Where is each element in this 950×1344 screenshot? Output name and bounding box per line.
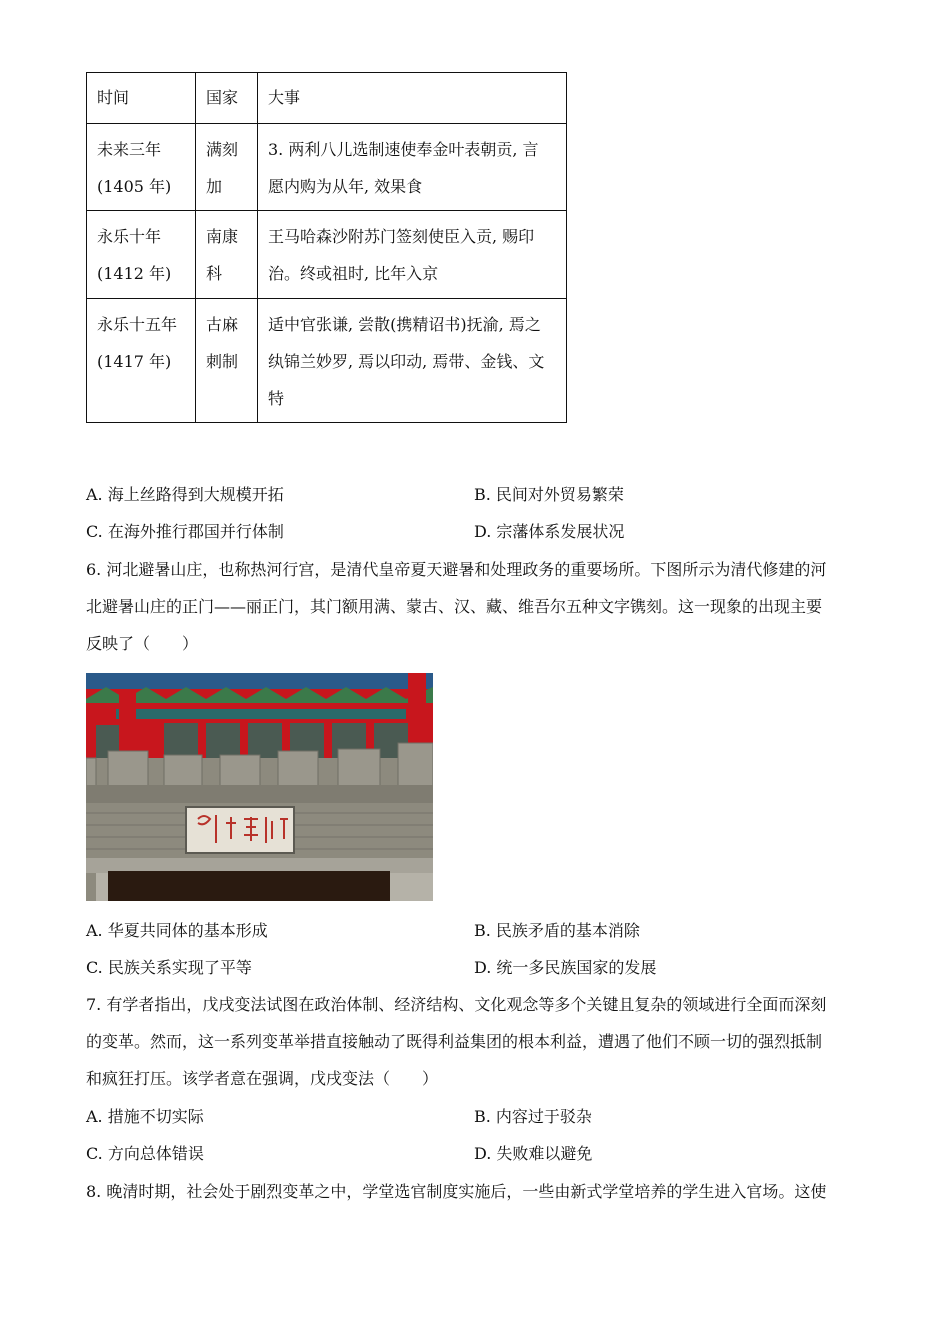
- q6-stem-line: 反映了（ ）: [86, 634, 199, 653]
- header-event: 大事: [258, 73, 567, 124]
- cell-line: 王马哈森沙附苏门签刻使臣入贡, 赐印: [268, 227, 535, 246]
- q5-option-b[interactable]: B. 民间对外贸易繁荣: [474, 485, 624, 504]
- cell-line: (1412 年): [97, 264, 172, 283]
- history-events-table: [86, 72, 567, 423]
- cell-line: (1417 年): [97, 352, 172, 371]
- table-row: [87, 211, 567, 299]
- q7-stem-line: 和疯狂打压。该学者意在强调，戊戌变法（ ）: [86, 1069, 439, 1088]
- table-row: [87, 299, 567, 423]
- cell-country: [196, 299, 258, 423]
- cell-event: [258, 124, 567, 211]
- cell-line: 科: [206, 264, 223, 283]
- q7-stem-line: 7. 有学者指出，戊戌变法试图在政治体制、经济结构、文化观念等多个关键且复杂的领域进行全面而深刻: [86, 995, 827, 1014]
- cell-event: [258, 299, 567, 423]
- q6-option-b[interactable]: B. 民族矛盾的基本消除: [474, 921, 640, 940]
- header-time: 时间: [87, 73, 196, 124]
- cell-line: 南康: [206, 227, 239, 246]
- cell-line: 未来三年: [97, 140, 162, 159]
- q7-option-b[interactable]: B. 内容过于驳杂: [474, 1107, 592, 1126]
- q6-option-d[interactable]: D. 统一多民族国家的发展: [474, 958, 657, 977]
- q7-option-d[interactable]: D. 失败难以避免: [474, 1144, 593, 1163]
- cell-line: 愿内购为从年, 效果食: [268, 177, 423, 196]
- cell-time: [87, 299, 196, 423]
- q8-stem-line: 8. 晚清时期，社会处于剧烈变革之中，学堂选官制度实施后，一些由新式学堂培养的学生进入官场。这使: [86, 1182, 827, 1201]
- q8-stem: [86, 1173, 866, 1210]
- cell-line: 刺制: [206, 352, 239, 371]
- cell-line: 加: [206, 177, 223, 196]
- q6-option-a[interactable]: A. 华夏共同体的基本形成: [86, 921, 268, 940]
- q6-stem-line: 6. 河北避暑山庄，也称热河行宫，是清代皇帝夏天避暑和处理政务的重要场所。下图所示为清代修建的河: [86, 560, 827, 579]
- cell-line: 满刻: [206, 140, 239, 159]
- cell-time: [87, 124, 196, 211]
- cell-line: 永乐十年: [97, 227, 162, 246]
- q7-option-c[interactable]: C. 方向总体错误: [86, 1144, 204, 1163]
- header-country: 国家: [196, 73, 258, 124]
- cell-line: 特: [268, 389, 285, 408]
- lizheng-gate-photo: [86, 673, 433, 901]
- cell-country: [196, 124, 258, 211]
- q5-option-c[interactable]: C. 在海外推行郡国并行体制: [86, 522, 284, 541]
- cell-line: (1405 年): [97, 177, 172, 196]
- q6-stem: [86, 551, 866, 662]
- cell-time: [87, 211, 196, 299]
- cell-line: 永乐十五年: [97, 315, 178, 334]
- q7-option-a[interactable]: A. 措施不切实际: [86, 1107, 204, 1126]
- cell-country: [196, 211, 258, 299]
- table-row: [87, 124, 567, 211]
- q7-stem: [86, 986, 866, 1097]
- q6-stem-line: 北避暑山庄的正门——丽正门，其门额用满、蒙古、汉、藏、维吾尔五种文字镌刻。这一现象的出现主要: [86, 597, 823, 616]
- cell-line: 纨锦兰妙罗, 焉以印动, 焉带、金钱、文: [268, 352, 545, 371]
- cell-line: 治。终或祖时, 比年入京: [268, 264, 439, 283]
- q6-option-c[interactable]: C. 民族关系实现了平等: [86, 958, 252, 977]
- cell-line: 3. 两利八儿选制速使奉金叶表朝贡, 言: [268, 140, 539, 159]
- table-header-row: [87, 73, 567, 124]
- cell-line: 适中官张谦, 尝散(携精诏书)抚渝, 焉之: [268, 315, 541, 334]
- q5-option-a[interactable]: A. 海上丝路得到大规模开拓: [86, 485, 284, 504]
- q7-stem-line: 的变革。然而，这一系列变革举措直接触动了既得利益集团的根本利益，遭遇了他们不顾一切的强烈抵制: [86, 1032, 823, 1051]
- q5-option-d[interactable]: D. 宗藩体系发展状况: [474, 522, 625, 541]
- cell-line: 古麻: [206, 315, 239, 334]
- cell-event: [258, 211, 567, 299]
